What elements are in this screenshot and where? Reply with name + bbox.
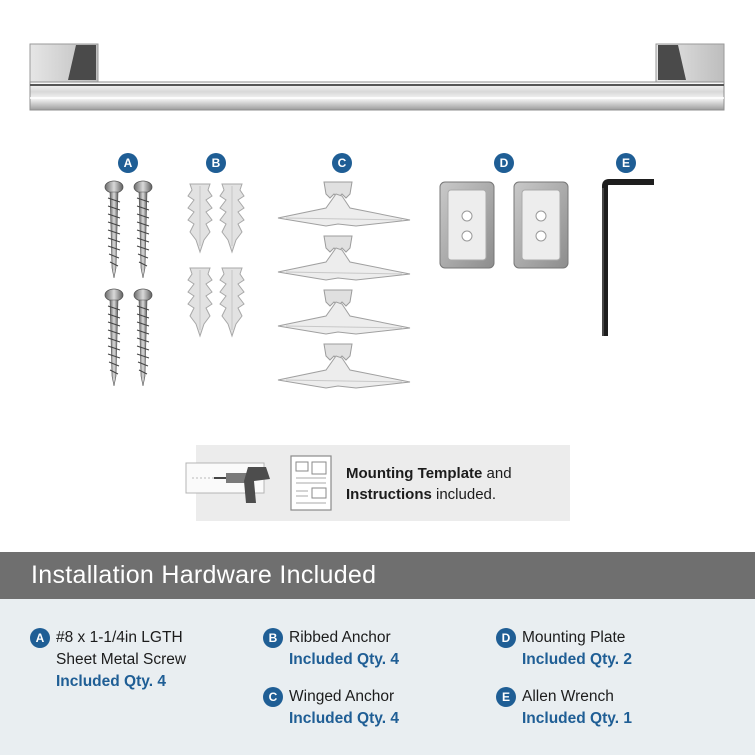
item-d-line1: Mounting Plate	[522, 629, 626, 646]
list-item-e	[501, 686, 632, 730]
badge-c: C	[332, 153, 352, 173]
allen-wrench-icon	[596, 178, 658, 340]
template-tail: included.	[431, 486, 497, 503]
list-badge-a: A	[30, 628, 50, 648]
item-d-qty: Included Qty. 2	[522, 651, 632, 668]
badge-d: D	[494, 153, 514, 173]
template-bold-1: Mounting Template	[346, 465, 483, 482]
item-b-qty: Included Qty. 4	[289, 651, 399, 668]
badge-e: E	[616, 153, 636, 173]
winged-anchor-icon	[276, 180, 412, 390]
list-item-a	[35, 627, 187, 693]
list-badge-d: D	[496, 628, 516, 648]
list-badge-e: E	[496, 687, 516, 707]
badge-b: B	[206, 153, 226, 173]
item-a-line2: Sheet Metal Screw	[56, 651, 187, 668]
template-bold-2: Instructions	[346, 486, 432, 503]
item-e-qty: Included Qty. 1	[522, 710, 632, 727]
item-e-line1: Allen Wrench	[522, 688, 614, 705]
item-c-qty: Included Qty. 4	[289, 710, 399, 727]
mounting-template-callout	[196, 445, 570, 521]
list-item-c	[268, 686, 399, 730]
list-item-d	[501, 627, 632, 671]
mounting-plate-icon	[438, 180, 570, 270]
hardware-list-panel	[0, 599, 755, 755]
badge-a: A	[118, 153, 138, 173]
item-c-line1: Winged Anchor	[289, 688, 395, 705]
template-caption	[346, 463, 561, 505]
instructions-sheet-icon	[290, 455, 332, 511]
list-badge-b: B	[263, 628, 283, 648]
drill-icon	[184, 459, 278, 511]
list-item-b	[268, 627, 399, 671]
item-a-qty: Included Qty. 4	[56, 673, 166, 690]
template-mid: and	[482, 465, 512, 482]
item-b-line1: Ribbed Anchor	[289, 629, 391, 646]
footer-title: Installation Hardware Included	[31, 561, 377, 589]
footer-header-bar	[0, 552, 755, 599]
list-badge-c: C	[263, 687, 283, 707]
screw-icon	[98, 180, 160, 390]
ribbed-anchor-icon	[184, 180, 250, 342]
towel-bar-illustration	[28, 40, 726, 116]
item-a-line1: #8 x 1-1/4in LGTH	[56, 629, 183, 646]
